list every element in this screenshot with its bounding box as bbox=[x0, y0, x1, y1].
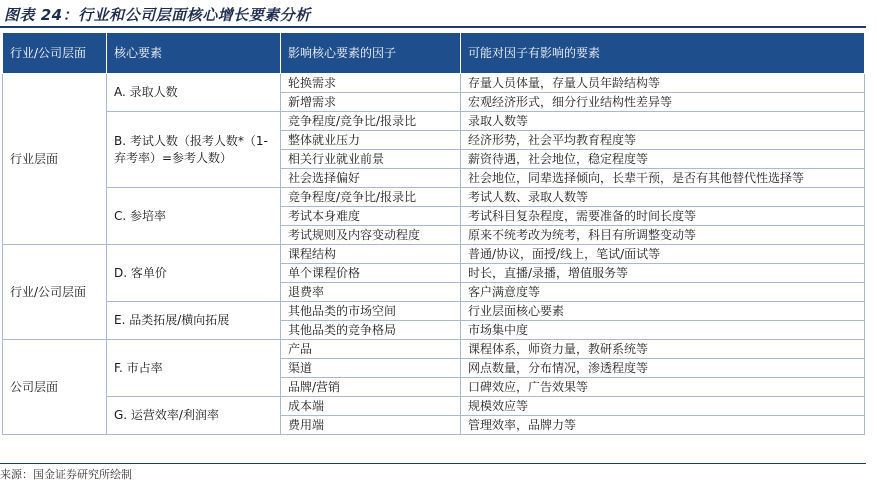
factor-cell: 渠道 bbox=[281, 359, 461, 378]
influence-cell: 原来不统考改为统考，科目有所调整变动等 bbox=[461, 226, 865, 245]
title-divider bbox=[0, 26, 866, 28]
influence-cell: 录取人数等 bbox=[461, 112, 865, 131]
factor-cell: 其他品类的市场空间 bbox=[281, 302, 461, 321]
table-row bbox=[3, 340, 865, 359]
growth-factor-table bbox=[2, 32, 865, 435]
level-cell: 行业层面 bbox=[3, 74, 107, 245]
core-element-cell: C. 参培率 bbox=[107, 188, 281, 245]
factor-cell: 退费率 bbox=[281, 283, 461, 302]
influence-cell: 客户满意度等 bbox=[461, 283, 865, 302]
influence-cell: 存量人员体量，存量人员年龄结构等 bbox=[461, 74, 865, 93]
factor-cell: 轮换需求 bbox=[281, 74, 461, 93]
core-element-cell: F. 市占率 bbox=[107, 340, 281, 397]
table-row bbox=[3, 112, 865, 131]
header-factor: 影响核心要素的因子 bbox=[281, 33, 461, 74]
chart-title: 图表 24：行业和公司层面核心增长要素分析 bbox=[4, 6, 311, 24]
header-core-element: 核心要素 bbox=[107, 33, 281, 74]
factor-cell: 相关行业就业前景 bbox=[281, 150, 461, 169]
factor-cell: 社会选择偏好 bbox=[281, 169, 461, 188]
core-element-cell: G. 运营效率/利润率 bbox=[107, 397, 281, 435]
table-row bbox=[3, 188, 865, 207]
influence-cell: 普通/协议，面授/线上，笔试/面试等 bbox=[461, 245, 865, 264]
core-element-cell: E. 品类拓展/横向拓展 bbox=[107, 302, 281, 340]
factor-cell: 竞争程度/竞争比/报录比 bbox=[281, 112, 461, 131]
influence-cell: 规模效应等 bbox=[461, 397, 865, 416]
influence-cell: 考试人数、录取人数等 bbox=[461, 188, 865, 207]
factor-cell: 课程结构 bbox=[281, 245, 461, 264]
influence-cell: 社会地位，同辈选择倾向，长辈干预，是否有其他替代性选择等 bbox=[461, 169, 865, 188]
factor-cell: 整体就业压力 bbox=[281, 131, 461, 150]
table-row bbox=[3, 245, 865, 264]
factor-cell: 产品 bbox=[281, 340, 461, 359]
influence-cell: 经济形势，社会平均教育程度等 bbox=[461, 131, 865, 150]
factor-cell: 成本端 bbox=[281, 397, 461, 416]
influence-cell: 宏观经济形式，细分行业结构性差异等 bbox=[461, 93, 865, 112]
header-level: 行业/公司层面 bbox=[3, 33, 107, 74]
level-cell: 公司层面 bbox=[3, 340, 107, 435]
factor-cell: 其他品类的竞争格局 bbox=[281, 321, 461, 340]
factor-cell: 考试本身难度 bbox=[281, 207, 461, 226]
factor-cell: 竞争程度/竞争比/报录比 bbox=[281, 188, 461, 207]
table-header-row bbox=[3, 33, 865, 74]
source-note: 来源：国金证券研究所绘制 bbox=[0, 468, 132, 481]
table-row bbox=[3, 74, 865, 93]
factor-cell: 单个课程价格 bbox=[281, 264, 461, 283]
level-cell: 行业/公司层面 bbox=[3, 245, 107, 340]
core-element-cell: B. 考试人数（报考人数*（1-弃考率）=参考人数） bbox=[107, 112, 281, 188]
table-row bbox=[3, 397, 865, 416]
table-row bbox=[3, 302, 865, 321]
core-element-cell: A. 录取人数 bbox=[107, 74, 281, 112]
influence-cell: 时长，直播/录播，增值服务等 bbox=[461, 264, 865, 283]
influence-cell: 口碑效应，广告效果等 bbox=[461, 378, 865, 397]
influence-cell: 市场集中度 bbox=[461, 321, 865, 340]
factor-cell: 品牌/营销 bbox=[281, 378, 461, 397]
factor-cell: 考试规则及内容变动程度 bbox=[281, 226, 461, 245]
influence-cell: 管理效率，品牌力等 bbox=[461, 416, 865, 435]
factor-cell: 新增需求 bbox=[281, 93, 461, 112]
influence-cell: 薪资待遇，社会地位，稳定程度等 bbox=[461, 150, 865, 169]
bottom-divider bbox=[0, 463, 866, 464]
influence-cell: 行业层面核心要素 bbox=[461, 302, 865, 321]
factor-cell: 费用端 bbox=[281, 416, 461, 435]
influence-cell: 网点数量，分布情况，渗透程度等 bbox=[461, 359, 865, 378]
influence-cell: 考试科目复杂程度，需要准备的时间长度等 bbox=[461, 207, 865, 226]
table-body bbox=[3, 74, 865, 435]
core-element-cell: D. 客单价 bbox=[107, 245, 281, 302]
header-influence: 可能对因子有影响的要素 bbox=[461, 33, 865, 74]
influence-cell: 课程体系，师资力量，教研系统等 bbox=[461, 340, 865, 359]
